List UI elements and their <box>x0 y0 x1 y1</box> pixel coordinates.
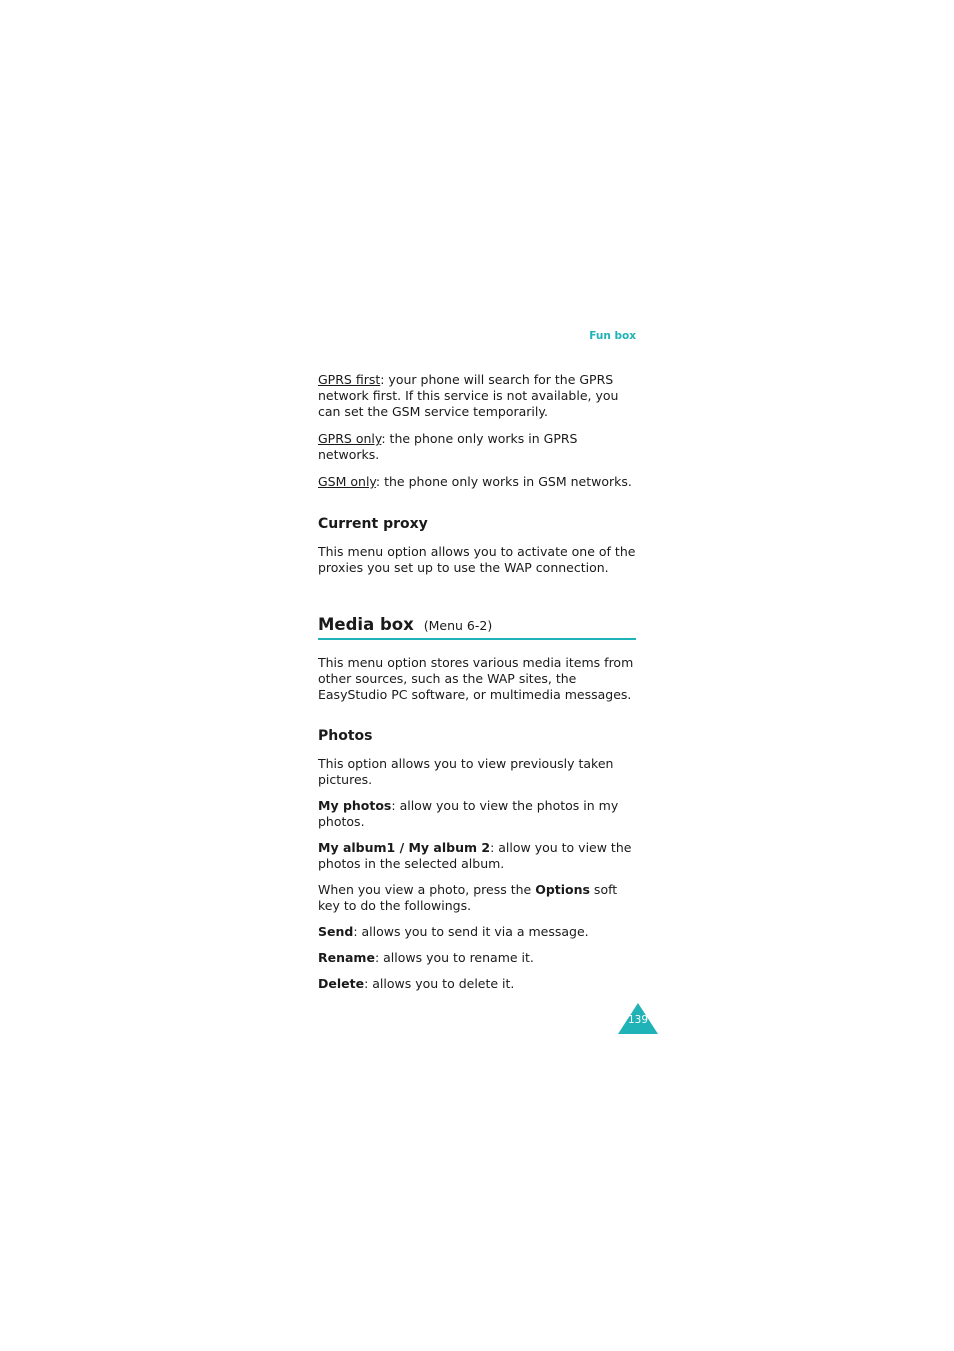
options-key: Options <box>535 882 590 897</box>
send-item <box>318 924 636 940</box>
gprs-only-term: GPRS only <box>318 431 382 446</box>
gprs-only-item <box>318 431 636 463</box>
delete-term: Delete <box>318 976 365 991</box>
rename-item <box>318 950 636 966</box>
photos-intro: This option allows you to view previously taken pictures. <box>318 756 614 787</box>
page-content <box>318 372 636 992</box>
options-post: soft key to do the followings. <box>318 882 618 913</box>
my-photos-desc: : allow you to view the photos in my photos. <box>318 798 619 829</box>
media-box-title <box>318 615 636 640</box>
gsm-only-item <box>318 474 636 490</box>
gsm-only-desc: : the phone only works in GSM networks. <box>375 474 632 489</box>
options-instruction <box>318 882 636 914</box>
photos-heading: Photos <box>318 728 373 744</box>
my-album-term: My album1 / My album 2 <box>318 840 491 855</box>
gsm-only-term: GSM only <box>318 474 376 489</box>
media-box-desc: This menu option stores various media items from other sources, such as the WAP sites, the EasyStudio PC software, or multimedia messages. <box>318 655 634 702</box>
current-proxy-desc: This menu option allows you to activate one of the proxies you set up to use the WAP connection. <box>318 544 636 575</box>
page-number: 139 <box>627 1014 649 1026</box>
send-term: Send <box>318 924 354 939</box>
delete-item <box>318 976 636 992</box>
options-pre: When you view a photo, press the <box>318 882 536 897</box>
my-photos-item <box>318 798 636 830</box>
gprs-only-desc: : the phone only works in GPRS networks. <box>318 431 578 462</box>
rename-desc: : allows you to rename it. <box>374 950 534 965</box>
gprs-first-item <box>318 372 636 420</box>
media-box-title-text: Media box <box>318 615 414 634</box>
my-photos-term: My photos <box>318 798 392 813</box>
gprs-first-desc: : your phone will search for the GPRS network first. If this service is not available, you can set the GSM service temporarily. <box>318 372 619 419</box>
my-album-item <box>318 840 636 872</box>
media-box-menu-ref: (Menu 6-2) <box>423 618 493 633</box>
delete-desc: : allows you to delete it. <box>364 976 515 991</box>
send-desc: : allows you to send it via a message. <box>353 924 589 939</box>
rename-term: Rename <box>318 950 375 965</box>
running-header: Fun box <box>589 330 636 342</box>
current-proxy-heading: Current proxy <box>318 516 428 532</box>
gprs-first-term: GPRS first <box>318 372 381 387</box>
my-album-desc: : allow you to view the photos in the selected album. <box>318 840 632 871</box>
